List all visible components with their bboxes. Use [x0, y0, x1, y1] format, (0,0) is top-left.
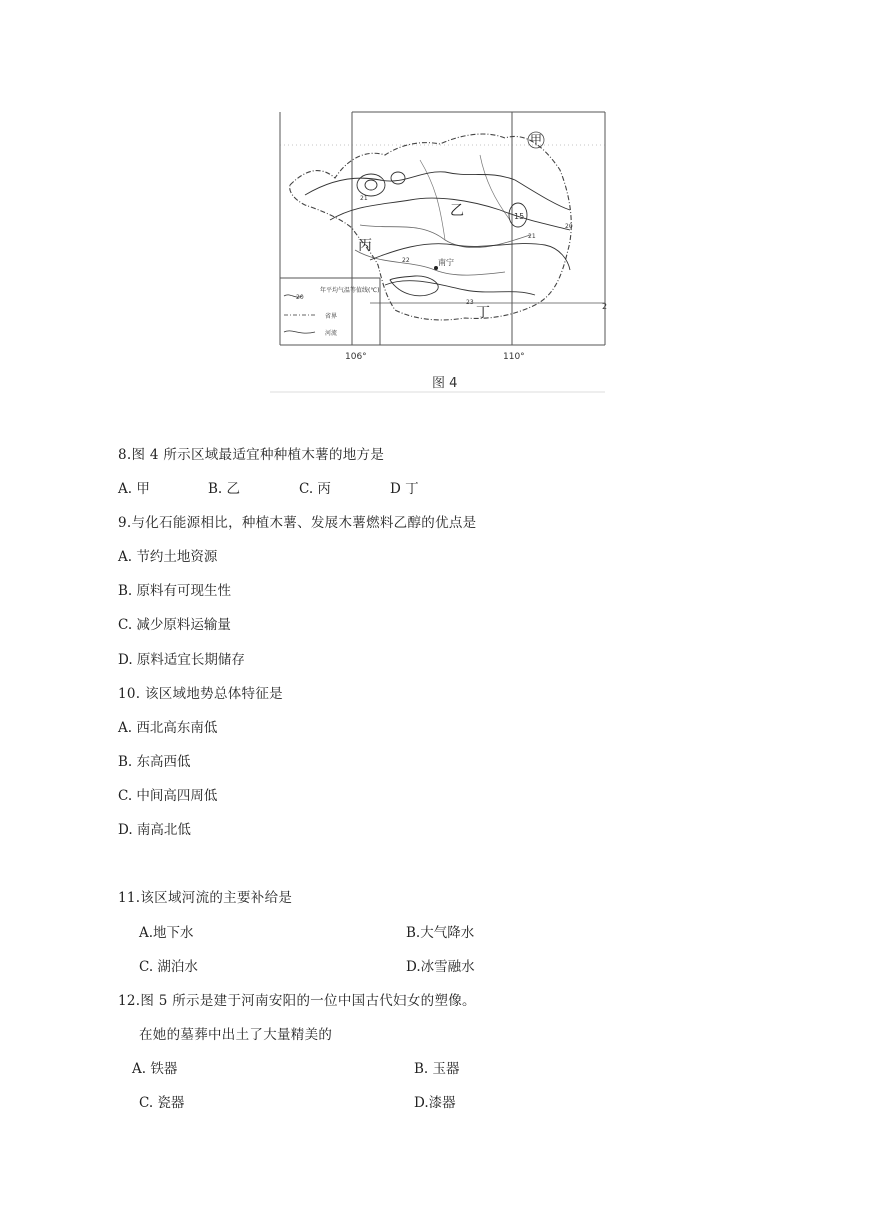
option-b: B. 东高西低 — [118, 754, 191, 770]
longitude-label-right: 110° — [503, 352, 525, 362]
option-b: B. 玉器 — [414, 1061, 460, 1077]
isotherm-label: 15 — [514, 212, 525, 221]
isotherm-label: 21 — [528, 233, 536, 240]
question-10-stem: 10. 该区域地势总体特征是 — [118, 686, 283, 702]
option-b: B.大气降水 — [406, 925, 475, 941]
question-8-stem: 8.图 4 所示区域最适宜种种植木薯的地方是 — [118, 447, 385, 463]
isotherm-label: 20 — [565, 223, 573, 230]
option-a: A. 西北高东南低 — [118, 720, 218, 736]
option-d: D. 原料适宜长期储存 — [118, 652, 245, 668]
question-12-stem-continued: 在她的墓葬中出土了大量精美的 — [139, 1027, 333, 1043]
option-c: C. 瓷器 — [139, 1095, 185, 1111]
option-d: D.漆器 — [414, 1095, 456, 1111]
option-d: D 丁 — [390, 481, 419, 497]
figure-caption: 图 4 — [432, 376, 458, 391]
isotherm-label: 21 — [360, 195, 368, 202]
city-label: 南宁 — [438, 258, 454, 267]
region-label-ding: 丁 — [476, 305, 490, 321]
option-a: A. 甲 — [118, 481, 150, 497]
option-d: D.冰雪融水 — [406, 959, 475, 975]
legend-isotherm-value: 20 — [296, 294, 304, 301]
question-11-stem: 11.该区域河流的主要补给是 — [118, 890, 293, 906]
legend-province-border: 省界 — [325, 313, 338, 320]
option-d: D. 南高北低 — [118, 822, 191, 838]
region-label-bing: 丙 — [358, 238, 372, 254]
option-a: A. 节约土地资源 — [118, 549, 218, 565]
option-b: B. 乙 — [208, 481, 241, 497]
question-9-stem: 9.与化石能源相比，种植木薯、发展木薯燃料乙醇的优点是 — [118, 515, 477, 531]
option-c: C. 减少原料运输量 — [118, 617, 231, 633]
option-a: A. 铁器 — [132, 1061, 178, 1077]
legend-river: 河流 — [325, 330, 338, 337]
longitude-label-left: 106° — [345, 352, 367, 362]
option-c: C. 中间高四周低 — [118, 788, 218, 804]
option-c: C. 湖泊水 — [139, 959, 198, 975]
region-label-yi: 乙 — [450, 203, 464, 219]
edge-mark: 2 — [602, 302, 608, 311]
map-legend — [284, 286, 379, 337]
isotherm-label: 22 — [402, 257, 410, 264]
option-b: B. 原料有可现生性 — [118, 583, 232, 599]
legend-isotherm: 年平均气温等值线(℃) — [320, 287, 380, 294]
question-12-stem: 12.图 5 所示是建于河南安阳的一位中国古代妇女的塑像。 — [118, 993, 476, 1009]
region-label-jia: 甲 — [530, 133, 543, 147]
option-c: C. 丙 — [299, 481, 331, 497]
isotherm-label: 23 — [466, 299, 474, 306]
figure-4-map — [270, 100, 610, 400]
option-a: A.地下水 — [139, 925, 194, 941]
